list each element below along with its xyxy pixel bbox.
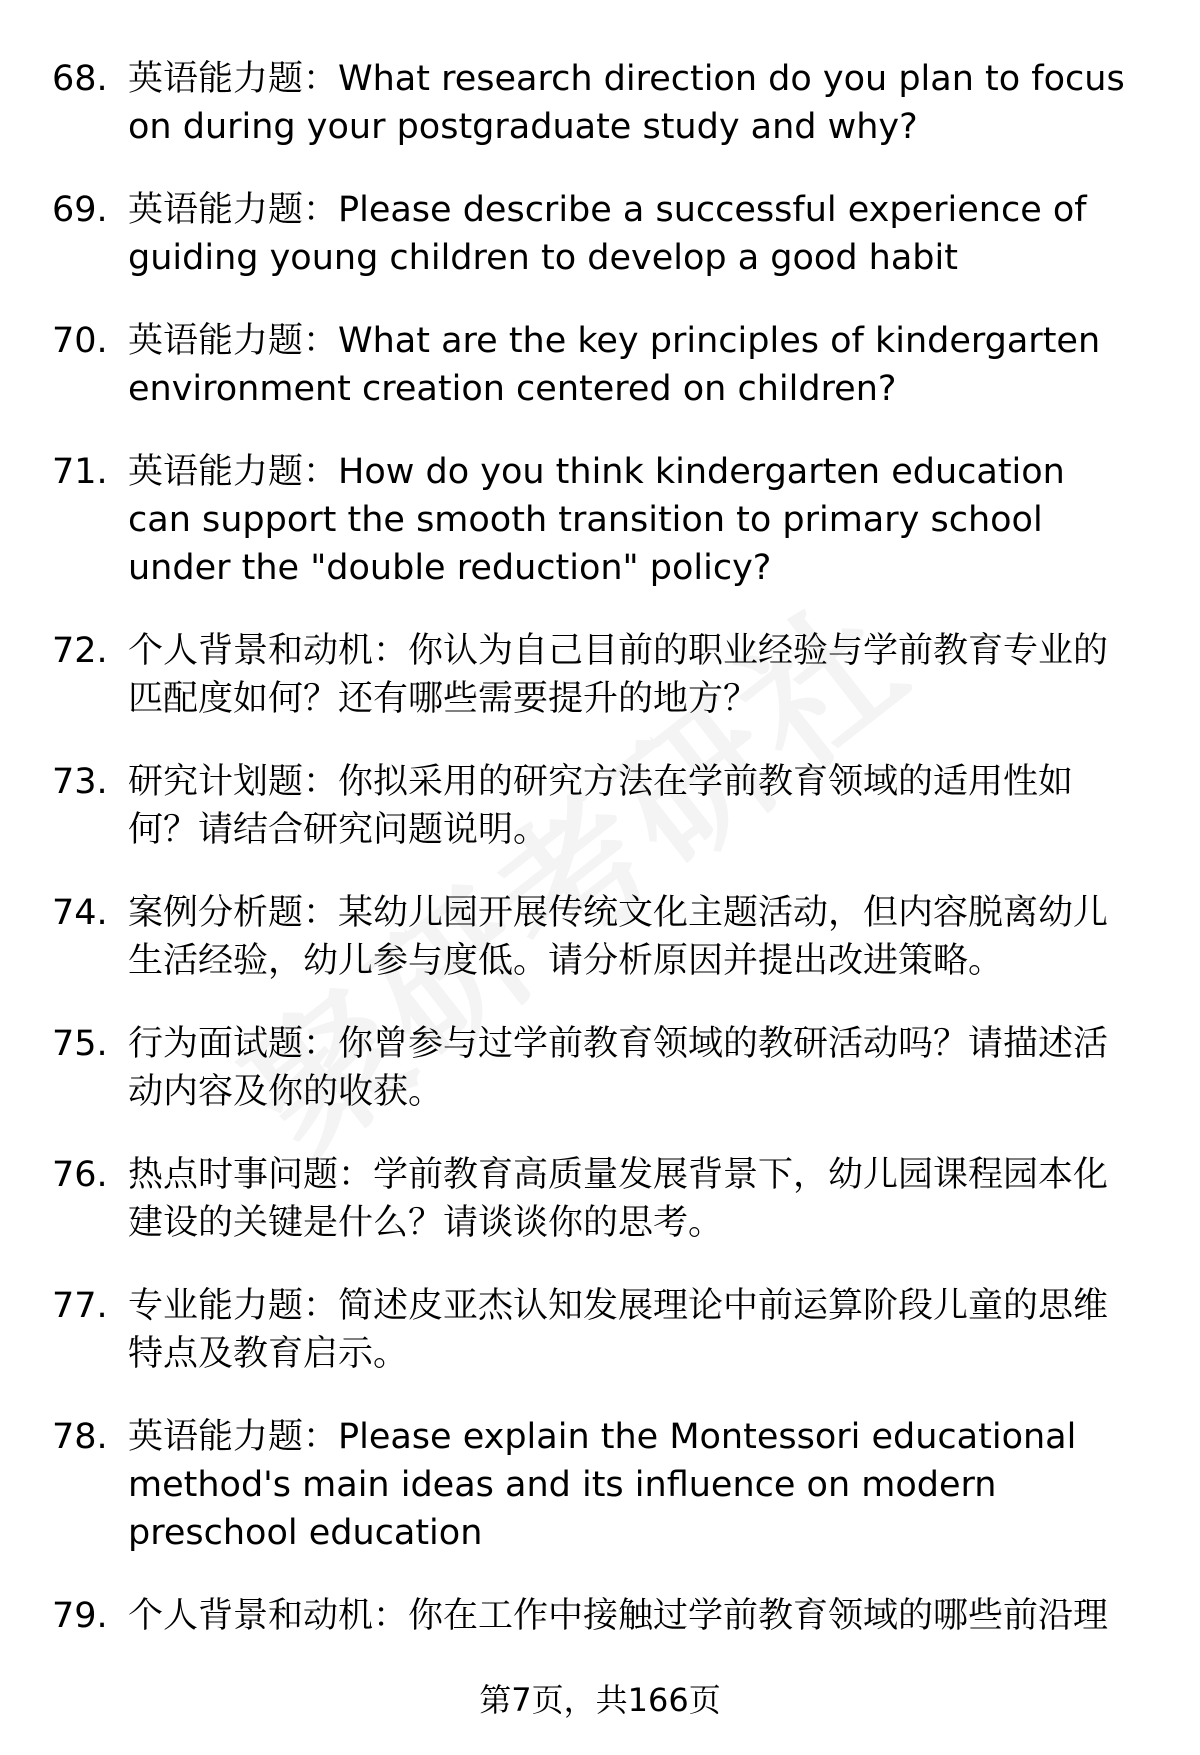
- question-number: 69.: [52, 190, 108, 230]
- question-text: 研究计划题：你拟采用的研究方法在学前教育领域的适用性如何？请结合研究问题说明。: [128, 762, 1074, 850]
- question-text: 英语能力题：What are the key principles of kindergarten environment creation centered on children?: [128, 321, 1101, 409]
- question-item: [0, 317, 1200, 413]
- question-number: 77.: [52, 1286, 108, 1326]
- question-number: 75.: [52, 1024, 108, 1064]
- question-item: [0, 889, 1200, 985]
- question-item: [0, 1020, 1200, 1116]
- question-item: [0, 186, 1200, 282]
- question-list: [0, 55, 1200, 1675]
- page-footer: 第7页，共166页: [479, 1681, 721, 1719]
- question-text: 个人背景和动机：你在工作中接触过学前教育领域的哪些前沿理: [128, 1596, 1109, 1636]
- question-item: [0, 448, 1200, 592]
- question-item: [0, 627, 1200, 723]
- question-item: [0, 758, 1200, 854]
- question-text: 英语能力题：Please explain the Montessori educational method's main ideas and its influence on modern preschool education: [128, 1417, 1077, 1553]
- question-text: 英语能力题：Please describe a successful experience of guiding young children to develop a good habit: [128, 190, 1087, 278]
- question-text: 个人背景和动机：你认为自己目前的职业经验与学前教育专业的匹配度如何？还有哪些需要提升的地方？: [128, 631, 1109, 719]
- question-text: 英语能力题：What research direction do you plan to focus on during your postgraduate study and why?: [128, 59, 1125, 147]
- question-number: 68.: [52, 59, 108, 99]
- question-text: 行为面试题：你曾参与过学前教育领域的教研活动吗？请描述活动内容及你的收获。: [128, 1024, 1109, 1112]
- question-number: 78.: [52, 1417, 108, 1457]
- question-text: 热点时事问题：学前教育高质量发展背景下，幼儿园课程园本化建设的关键是什么？请谈谈你的思考。: [128, 1155, 1109, 1243]
- question-item: [0, 1413, 1200, 1557]
- question-number: 73.: [52, 762, 108, 802]
- question-number: 76.: [52, 1155, 108, 1195]
- question-number: 72.: [52, 631, 108, 671]
- question-number: 70.: [52, 321, 108, 361]
- question-item: [0, 1151, 1200, 1247]
- question-number: 79.: [52, 1596, 108, 1636]
- question-item: [0, 1592, 1200, 1640]
- question-number: 74.: [52, 893, 108, 933]
- question-number: 71.: [52, 452, 108, 492]
- question-text: 专业能力题：简述皮亚杰认知发展理论中前运算阶段儿童的思维特点及教育启示。: [128, 1286, 1109, 1374]
- question-text: 案例分析题：某幼儿园开展传统文化主题活动，但内容脱离幼儿生活经验，幼儿参与度低。请分析原因并提出改进策略。: [128, 893, 1109, 981]
- question-text: 英语能力题：How do you think kindergarten education can support the smooth transition to primary school under the "double reduction" policy?: [128, 452, 1065, 588]
- question-item: [0, 55, 1200, 151]
- question-item: [0, 1282, 1200, 1378]
